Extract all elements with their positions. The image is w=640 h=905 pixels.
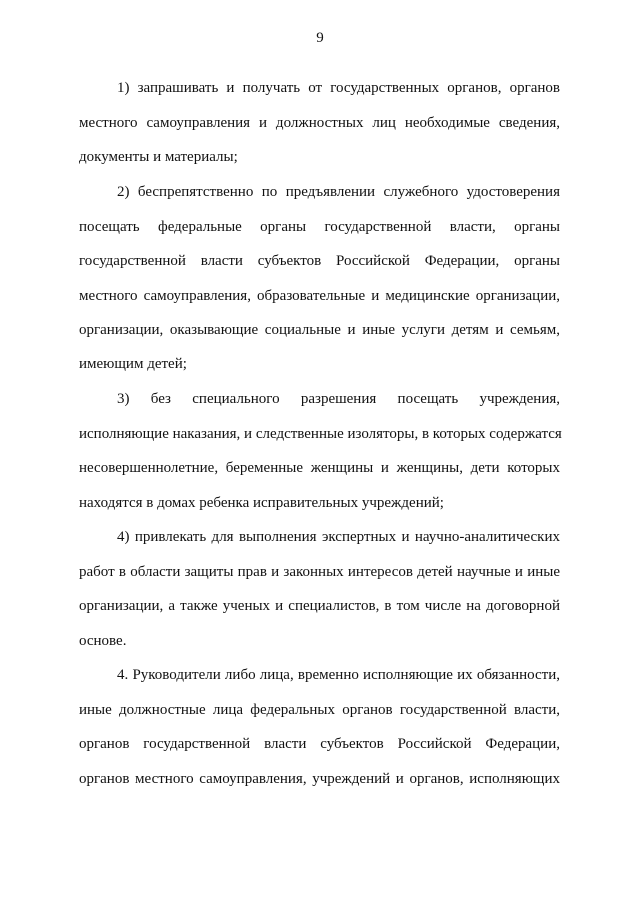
text-line: местного самоуправления и должностных лиц необходимые сведения, xyxy=(79,115,560,131)
text-line: работ в области защиты прав и законных интересов детей научные и иные xyxy=(79,564,560,580)
text-line: исполняющие наказания, и следственные изоляторы, в которых содержатся xyxy=(79,426,562,442)
text-line: государственной власти субъектов Российской Федерации, органы xyxy=(79,253,560,269)
text-line: местного самоуправления, образовательные и медицинские организации, xyxy=(79,288,560,304)
text-line: документы и материалы; xyxy=(79,149,238,165)
text-line: несовершеннолетние, беременные женщины и женщины, дети которых xyxy=(79,460,560,476)
text-line: иные должностные лица федеральных органов государственной власти, xyxy=(79,702,560,718)
text-line: органов государственной власти субъектов Российской Федерации, xyxy=(79,736,560,752)
text-line: находятся в домах ребенка исправительных учреждений; xyxy=(79,495,444,511)
text-line: 2) беспрепятственно по предъявлении служебного удостоверения xyxy=(117,184,560,200)
text-line: 4. Руководители либо лица, временно исполняющие их обязанности, xyxy=(117,667,560,683)
text-line: посещать федеральные органы государственной власти, органы xyxy=(79,219,560,235)
text-line: основе. xyxy=(79,633,127,649)
text-line: организации, а также ученых и специалистов, в том числе на договорной xyxy=(79,598,560,614)
text-line: 3) без специального разрешения посещать учреждения, xyxy=(117,391,560,407)
text-line: 1) запрашивать и получать от государственных органов, органов xyxy=(117,80,560,96)
text-line: имеющим детей; xyxy=(79,356,187,372)
text-line: органов местного самоуправления, учреждений и органов, исполняющих xyxy=(79,771,560,787)
text-line: организации, оказывающие социальные и иные услуги детям и семьям, xyxy=(79,322,560,338)
text-line: 4) привлекать для выполнения экспертных и научно-аналитических xyxy=(117,529,560,545)
page-number: 9 xyxy=(316,30,324,46)
